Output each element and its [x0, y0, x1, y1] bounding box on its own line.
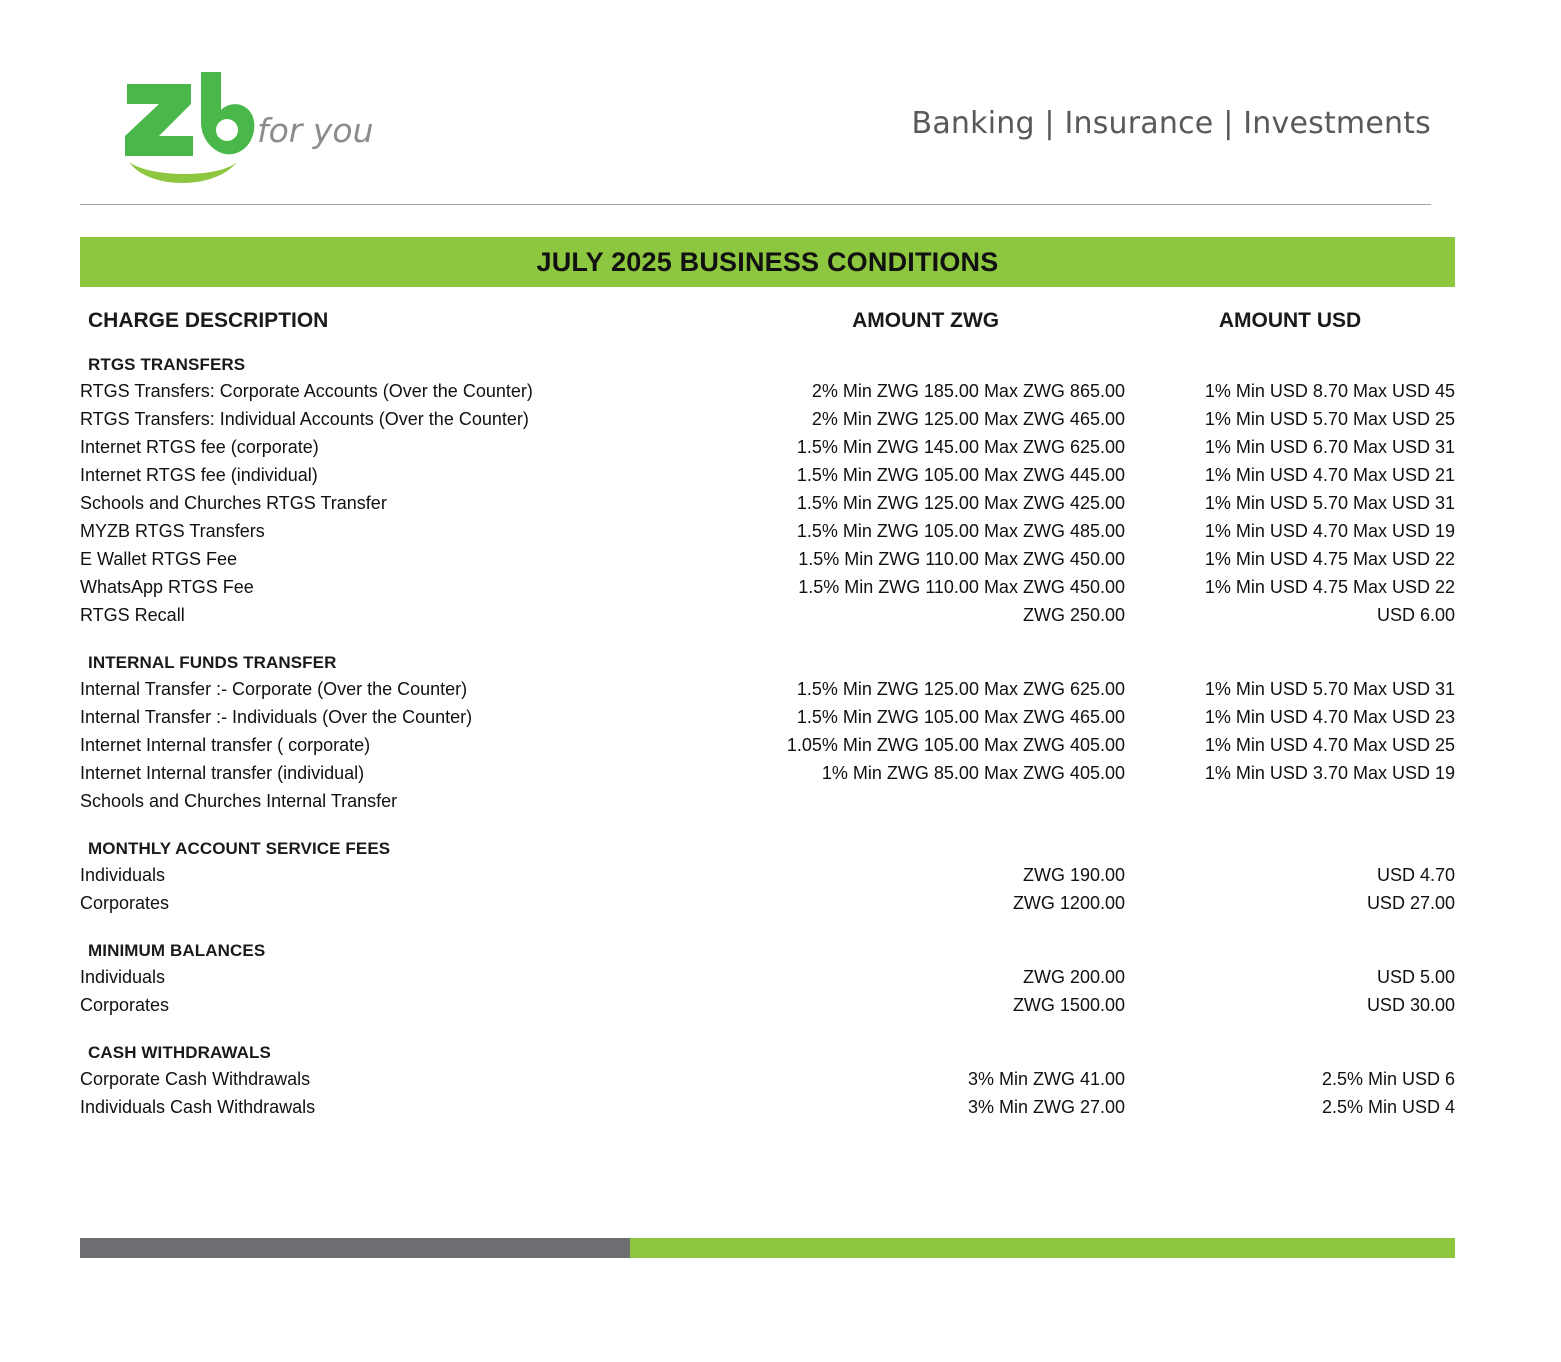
amount-zwg: 2% Min ZWG 185.00 Max ZWG 865.00	[811, 380, 1125, 401]
section-heading: RTGS TRANSFERS	[88, 355, 246, 374]
amount-zwg: 1.5% Min ZWG 125.00 Max ZWG 625.00	[796, 678, 1125, 699]
charge-description: Internal Transfer :- Individuals (Over the Counter)	[80, 706, 473, 727]
charge-description: Corporates	[80, 994, 170, 1015]
section-heading-row	[80, 833, 1455, 861]
amount-zwg: 1% Min ZWG 85.00 Max ZWG 405.00	[821, 762, 1125, 783]
amount-zwg: 1.5% Min ZWG 105.00 Max ZWG 485.00	[796, 520, 1125, 541]
charge-description: RTGS Transfers: Corporate Accounts (Over the Counter)	[80, 380, 533, 401]
section-heading-row	[80, 935, 1455, 963]
amount-zwg: ZWG 1200.00	[1012, 892, 1125, 913]
fees-table	[80, 287, 1455, 1121]
amount-usd: USD 4.70	[1376, 864, 1455, 885]
table-row	[80, 377, 1455, 405]
amount-zwg: 1.5% Min ZWG 110.00 Max ZWG 450.00	[798, 576, 1125, 597]
table-row	[80, 517, 1455, 545]
charge-description: Individuals	[80, 864, 166, 885]
table-row	[80, 573, 1455, 601]
amount-usd: 1% Min USD 4.70 Max USD 25	[1204, 734, 1455, 755]
charge-description: Schools and Churches Internal Transfer	[80, 790, 398, 811]
amount-usd: USD 30.00	[1366, 994, 1455, 1015]
table-row	[80, 489, 1455, 517]
logo-tagline: for you	[257, 110, 374, 150]
amount-usd	[1125, 787, 1455, 815]
charge-description: E Wallet RTGS Fee	[80, 548, 238, 569]
header-divider	[80, 204, 1431, 205]
table-row	[80, 703, 1455, 731]
amount-zwg: ZWG 250.00	[1022, 604, 1125, 625]
amount-usd: USD 27.00	[1366, 892, 1455, 913]
charge-description: Internet Internal transfer ( corporate)	[80, 734, 371, 755]
title-banner	[80, 237, 1455, 287]
amount-zwg: 3% Min ZWG 27.00	[967, 1096, 1125, 1117]
charge-description: Internal Transfer :- Corporate (Over the Counter)	[80, 678, 468, 699]
column-header-zwg: AMOUNT ZWG	[852, 309, 1000, 332]
amount-zwg: 1.5% Min ZWG 145.00 Max ZWG 625.00	[796, 436, 1125, 457]
table-row	[80, 405, 1455, 433]
amount-usd: 1% Min USD 5.70 Max USD 25	[1204, 408, 1455, 429]
fees-table-wrapper	[80, 287, 1455, 1121]
amount-usd: 1% Min USD 4.70 Max USD 19	[1204, 520, 1455, 541]
section-spacer	[80, 1019, 1455, 1037]
table-row	[80, 759, 1455, 787]
table-row	[80, 731, 1455, 759]
table-row	[80, 1093, 1455, 1121]
amount-usd: 1% Min USD 6.70 Max USD 31	[1204, 436, 1455, 457]
page-title: JULY 2025 BUSINESS CONDITIONS	[536, 246, 999, 277]
zb-logo	[115, 66, 374, 186]
amount-usd: USD 6.00	[1376, 604, 1455, 625]
charge-description: Internet Internal transfer (individual)	[80, 762, 365, 783]
table-header	[80, 287, 1455, 349]
footer-bars	[80, 1238, 1455, 1258]
amount-usd: 1% Min USD 4.75 Max USD 22	[1204, 576, 1455, 597]
table-row	[80, 675, 1455, 703]
charge-description: Internet RTGS fee (individual)	[80, 464, 318, 485]
amount-usd: 1% Min USD 8.70 Max USD 45	[1204, 380, 1455, 401]
table-body	[80, 349, 1455, 1121]
document-header	[0, 0, 1561, 190]
section-heading-row	[80, 349, 1455, 377]
amount-zwg: ZWG 200.00	[1022, 966, 1125, 987]
charge-description: RTGS Recall	[80, 604, 185, 625]
amount-usd: 1% Min USD 5.70 Max USD 31	[1204, 678, 1455, 699]
table-row	[80, 601, 1455, 629]
amount-zwg: 1.05% Min ZWG 105.00 Max ZWG 405.00	[786, 734, 1125, 755]
amount-zwg: 1.5% Min ZWG 105.00 Max ZWG 465.00	[796, 706, 1125, 727]
column-header-description: CHARGE DESCRIPTION	[88, 309, 329, 332]
amount-zwg: ZWG 1500.00	[1012, 994, 1125, 1015]
section-heading-row	[80, 647, 1455, 675]
charge-description: Schools and Churches RTGS Transfer	[80, 492, 387, 513]
amount-zwg	[726, 787, 1125, 815]
amount-usd: 1% Min USD 3.70 Max USD 19	[1204, 762, 1455, 783]
amount-usd: 1% Min USD 5.70 Max USD 31	[1204, 492, 1455, 513]
amount-usd: USD 5.00	[1376, 966, 1455, 987]
column-header-usd: AMOUNT USD	[1218, 309, 1362, 332]
charge-description: Corporates	[80, 892, 170, 913]
table-row	[80, 461, 1455, 489]
zb-logo-icon	[115, 66, 255, 186]
table-row	[80, 787, 1455, 815]
table-row	[80, 861, 1455, 889]
amount-usd: 1% Min USD 4.70 Max USD 23	[1204, 706, 1455, 727]
table-row	[80, 545, 1455, 573]
charge-description: Individuals	[80, 966, 166, 987]
amount-zwg: 1.5% Min ZWG 105.00 Max ZWG 445.00	[796, 464, 1125, 485]
amount-zwg: 2% Min ZWG 125.00 Max ZWG 465.00	[811, 408, 1125, 429]
section-heading-row	[80, 1037, 1455, 1065]
table-row	[80, 963, 1455, 991]
footer-bar-green	[630, 1238, 1455, 1258]
charge-description: Corporate Cash Withdrawals	[80, 1068, 311, 1089]
charge-description: RTGS Transfers: Individual Accounts (Over the Counter)	[80, 408, 529, 429]
section-spacer	[80, 917, 1455, 935]
section-heading: INTERNAL FUNDS TRANSFER	[88, 653, 337, 672]
charge-description: Individuals Cash Withdrawals	[80, 1096, 316, 1117]
amount-zwg: 1.5% Min ZWG 110.00 Max ZWG 450.00	[798, 548, 1125, 569]
amount-zwg: 3% Min ZWG 41.00	[967, 1068, 1125, 1089]
section-spacer	[80, 629, 1455, 647]
footer-bar-grey	[80, 1238, 630, 1258]
amount-zwg: ZWG 190.00	[1022, 864, 1125, 885]
section-heading: MINIMUM BALANCES	[88, 941, 266, 960]
section-heading: MONTHLY ACCOUNT SERVICE FEES	[88, 839, 391, 858]
amount-usd: 1% Min USD 4.70 Max USD 21	[1204, 464, 1455, 485]
amount-usd: 2.5% Min USD 6	[1321, 1068, 1455, 1089]
table-row	[80, 889, 1455, 917]
amount-usd: 1% Min USD 4.75 Max USD 22	[1204, 548, 1455, 569]
charge-description: Internet RTGS fee (corporate)	[80, 436, 319, 457]
section-heading: CASH WITHDRAWALS	[88, 1043, 271, 1062]
amount-zwg: 1.5% Min ZWG 125.00 Max ZWG 425.00	[796, 492, 1125, 513]
amount-usd: 2.5% Min USD 4	[1321, 1096, 1455, 1117]
charge-description: WhatsApp RTGS Fee	[80, 576, 254, 597]
section-spacer	[80, 815, 1455, 833]
table-row	[80, 991, 1455, 1019]
charge-description: MYZB RTGS Transfers	[80, 520, 265, 541]
table-row	[80, 433, 1455, 461]
table-row	[80, 1065, 1455, 1093]
services-line: Banking | Insurance | Investments	[911, 105, 1431, 141]
